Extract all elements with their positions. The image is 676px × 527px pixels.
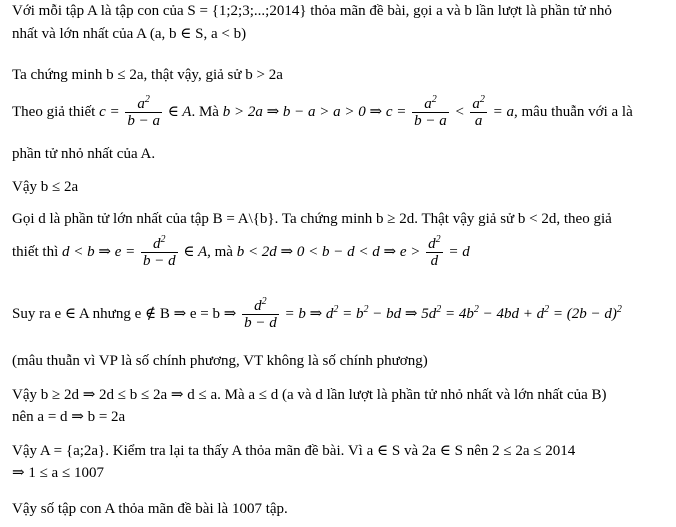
math-in-A-2: ∈ A (183, 243, 208, 260)
line4-suffix: , mâu thuẫn với a là (514, 103, 633, 120)
math-in-A: ∈ A (167, 103, 192, 120)
text-line-7: Gọi d là phần tử lớn nhất của tập B = A\{b}. Ta chứng minh b ≥ 2d. Thật vậy giả sử b < 2d, theo giả (12, 211, 612, 227)
text-line-2: nhất và lớn nhất của A (a, b ∈ S, a < b) (12, 26, 247, 42)
math-eq-d: = d (448, 243, 470, 260)
math-chain-b-lt-2d: b < 2d ⇒ 0 < b − d < d ⇒ e > (236, 243, 421, 260)
text-line-12: nên a = d ⇒ b = 2a (12, 409, 126, 425)
fraction-a2-over-b-minus-a-2: $\frac{a^2}{b - a}$ (414, 94, 447, 129)
line8-prefix: thiết thì (12, 243, 59, 260)
text-line-15: Vậy số tập con A thỏa mãn đề bài là 1007 tập. (12, 501, 288, 517)
math-eq-b-chain: = b ⇒ $d^2 = b^2$ − bd ⇒ $5d^2 = 4b^2 - 4bd + d^2 = (2b - d)^2$ (284, 303, 622, 322)
text-line-13: Vậy A = {a;2a}. Kiểm tra lại ta thấy A thỏa mãn đề bài. Vì a ∈ S và 2a ∈ S nên 2 ≤ 2a ≤ 2014 (12, 443, 576, 459)
text-line-1: Với mỗi tập A là tập con của S = {1;2;3;...;2014} thỏa mãn đề bài, gọi a và b lần lượt là phần tử nhỏ (12, 3, 612, 19)
fraction-d2-over-b-minus-d: $\frac{d^2}{b - d}$ (142, 234, 176, 269)
text-line-5: phần tử nhỏ nhất của A. (12, 146, 156, 162)
math-lt: < (454, 103, 465, 120)
fraction-d2-over-d: $\frac{d^2}{d}$ (428, 234, 441, 269)
text-line-3: Ta chứng minh b ≤ 2a, thật vậy, giả sử b > 2a (12, 67, 283, 83)
text-line-10: (mâu thuẫn vì VP là số chính phương, VT không là số chính phương) (12, 353, 428, 369)
text-line-6: Vậy b ≤ 2a (12, 179, 79, 195)
text-line-8 (12, 236, 470, 269)
fraction-d2-over-b-minus-d-2: $\frac{d^2}{b - d}$ (244, 296, 277, 331)
fraction-a2-over-a: $\frac{a^2}{a}$ (472, 94, 485, 129)
text-line-9 (12, 298, 622, 331)
math-eq-a: = a (492, 103, 514, 120)
text-line-4 (12, 96, 633, 129)
math-chain-b-gt-2a: b > 2a ⇒ b − a > a > 0 ⇒ c = (222, 103, 407, 120)
math-c-eq: c = (99, 103, 120, 120)
line8-mid: , mà (207, 243, 233, 260)
fraction-a2-over-b-minus-a: $\frac{a^2}{b - a}$ (127, 94, 160, 129)
line4-mid: . Mà (191, 103, 219, 120)
text-line-14: ⇒ 1 ≤ a ≤ 1007 (12, 465, 104, 481)
line9-prefix: Suy ra e ∈ A nhưng e ∉ B ⇒ e = b ⇒ (12, 305, 237, 322)
text-line-11: Vậy b ≥ 2d ⇒ 2d ≤ b ≤ 2a ⇒ d ≤ a. Mà a ≤ d (a và d lần lượt là phần tử nhỏ nhất và lớn nhất của B) (12, 387, 607, 403)
line4-prefix: Theo giả thiết (12, 103, 96, 120)
math-chain-d-lt-b: d < b ⇒ e = (62, 243, 136, 260)
